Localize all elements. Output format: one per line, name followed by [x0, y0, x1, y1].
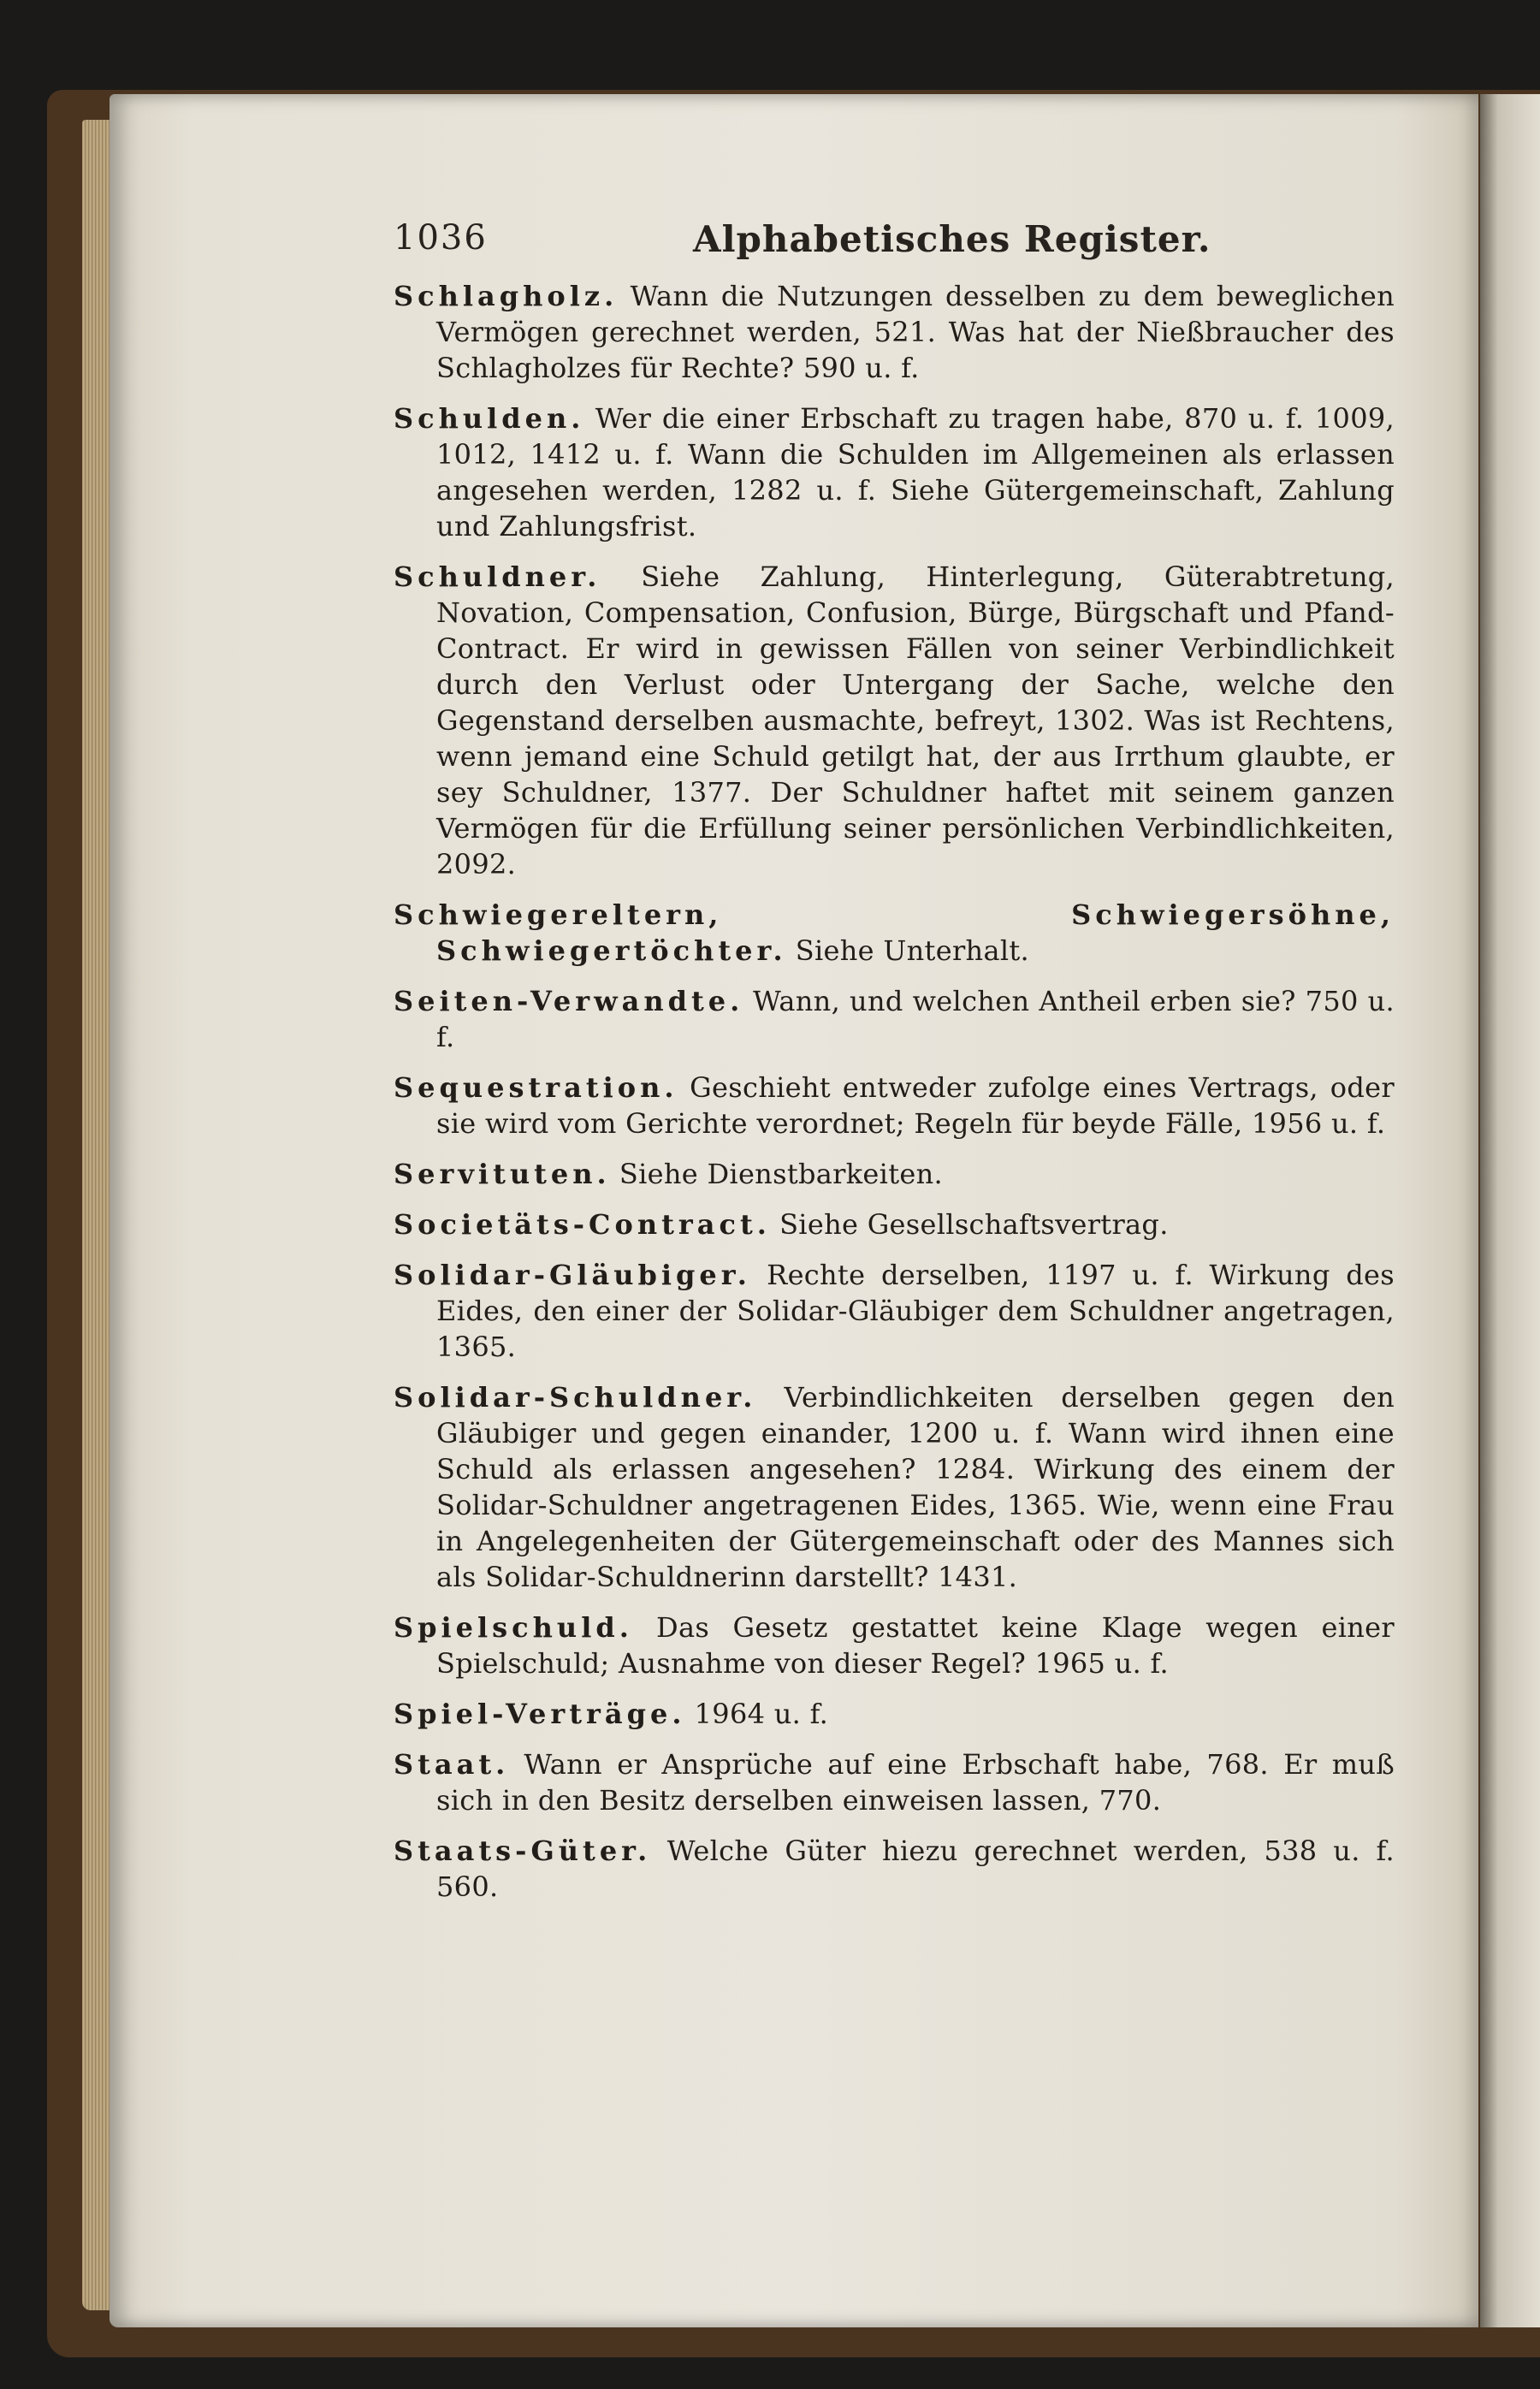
entry-term: Solidar-Schuldner.: [394, 1381, 757, 1414]
register-entry: [394, 1696, 1395, 1732]
register-entry: [394, 983, 1395, 1055]
page-number: 1036: [394, 218, 488, 258]
entry-term: Seiten-Verwandte.: [394, 985, 744, 1017]
entry-text: Verbindlichkeiten derselben gegen den Gläubiger und gegen einander, 1200 u. f. Wann wird ihnen eine Schuld als erlassen angesehen? 1284. Wirkung des einem der Solidar-Schuldner angetragenen Eides, 1365. Wie, wenn eine Frau in Angelegenheiten der Gütergemeinschaft oder des Mannes sich als Solidar-Schuldnerinn darstellt? 1431.: [436, 1381, 1395, 1593]
entry-term: Schwiegereltern, Schwiegersöhne, Schwiegertöchter.: [394, 898, 1395, 967]
register-entry: [394, 1070, 1395, 1141]
register-entry: [394, 1379, 1395, 1595]
entry-term: Sequestration.: [394, 1071, 678, 1104]
register-entry: [394, 1206, 1395, 1242]
entry-text: Siehe Dienstbarkeiten.: [619, 1158, 943, 1190]
entry-term: Schuldner.: [394, 560, 601, 593]
entry-text: Wann, und welchen Antheil erben sie? 750 u. f.: [436, 985, 1395, 1053]
entry-term: Schlagholz.: [394, 280, 619, 312]
entry-text: Wer die einer Erbschaft zu tragen habe, 870 u. f. 1009, 1012, 1412 u. f. Wann die Schulden im Allgemeinen als erlassen angesehen werden, 1282 u. f. Siehe Gütergemeinschaft, Zahlung und Zahlungsfrist.: [436, 402, 1395, 542]
register-entry: [394, 1833, 1395, 1905]
entry-text: Welche Güter hiezu gerechnet werden, 538 u. f. 560.: [436, 1835, 1395, 1903]
entry-text: Rechte derselben, 1197 u. f. Wirkung des Eides, den einer der Solidar-Gläubiger dem Schuldner angetragen, 1365.: [436, 1259, 1395, 1363]
register-entry: [394, 897, 1395, 969]
entry-text: Siehe Unterhalt.: [795, 934, 1030, 967]
register-entry: [394, 559, 1395, 882]
register-entry: [394, 1156, 1395, 1192]
entry-term: Servituten.: [394, 1158, 611, 1190]
register-entry: [394, 1257, 1395, 1365]
register-entries: [394, 278, 1395, 1919]
register-entry: [394, 1746, 1395, 1818]
entry-term: Staats-Güter.: [394, 1835, 652, 1867]
entry-term: Societäts-Contract.: [394, 1208, 771, 1241]
entry-term: Solidar-Gläubiger.: [394, 1259, 751, 1291]
entry-text: 1964 u. f.: [694, 1698, 829, 1730]
entry-text: Das Gesetz gestattet keine Klage wegen einer Spielschuld; Ausnahme von dieser Regel? 1965 u. f.: [436, 1611, 1395, 1680]
register-entry: [394, 400, 1395, 544]
entry-text: Wann er Ansprüche auf eine Erbschaft habe, 768. Er muß sich in den Besitz derselben einweisen lassen, 770.: [436, 1748, 1395, 1817]
running-head: Alphabetisches Register.: [693, 218, 1211, 260]
entry-term: Spielschuld.: [394, 1611, 633, 1644]
register-entry: [394, 278, 1395, 386]
entry-text: Siehe Zahlung, Hinterlegung, Güterabtretung, Novation, Compensation, Confusion, Bürge, Bürgschaft und Pfand-Contract. Er wird in gewissen Fällen von seiner Verbindlichkeit durch den Verlust oder Untergang der Sache, welche den Gegenstand derselben ausmachte, befreyt, 1302. Was ist Rechtens, wenn jemand eine Schuld getilgt hat, der aus Irrthum glaubte, er sey Schuldner, 1377. Der Schuldner haftet mit seinem ganzen Vermögen für die Erfüllung seiner persönlichen Verbindlichkeiten, 2092.: [436, 560, 1395, 880]
entry-term: Spiel-Verträge.: [394, 1698, 686, 1730]
entry-text: Geschieht entweder zufolge eines Vertrags, oder sie wird vom Gerichte verordnet; Regeln für beyde Fälle, 1956 u. f.: [436, 1071, 1395, 1140]
entry-term: Staat.: [394, 1748, 510, 1781]
next-page-edge: [1480, 94, 1540, 2327]
entry-text: Wann die Nutzungen desselben zu dem beweglichen Vermögen gerechnet werden, 521. Was hat der Nießbraucher des Schlagholzes für Rechte? 590 u. f.: [436, 280, 1395, 384]
entry-term: Schulden.: [394, 402, 585, 435]
page-header: [394, 218, 1395, 270]
entry-text: Siehe Gesellschaftsvertrag.: [779, 1208, 1169, 1241]
register-entry: [394, 1609, 1395, 1681]
